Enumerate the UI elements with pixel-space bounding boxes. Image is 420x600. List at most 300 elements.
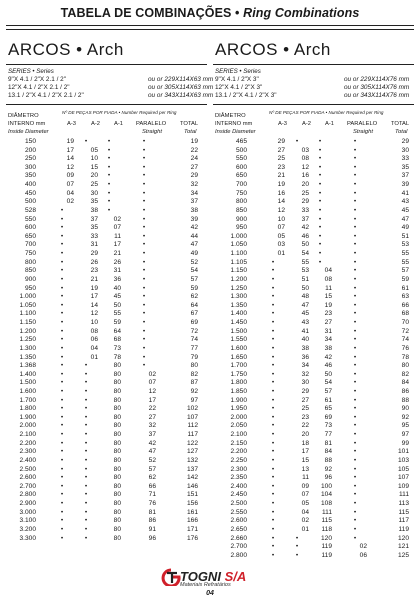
cell-total: 42	[190, 224, 198, 232]
cell-a1: 80	[113, 500, 121, 508]
cell-a2: 37	[301, 215, 309, 223]
cell-total: 74	[401, 336, 409, 344]
cell-straight: •	[142, 353, 146, 361]
cell-a3: •	[271, 465, 275, 473]
cell-a3: •	[60, 267, 64, 275]
cell-straight: •	[142, 215, 146, 223]
cell-a3: •	[271, 301, 275, 309]
cell-total: 59	[190, 284, 198, 292]
cell-a3: •	[60, 250, 64, 258]
table-row	[213, 207, 414, 216]
cell-total: 49	[401, 224, 409, 232]
cell-total: 74	[190, 336, 198, 344]
cell-a1: •	[107, 138, 111, 145]
cell-diameter: 1.600	[230, 344, 247, 352]
cell-a2: •	[84, 517, 88, 525]
cell-straight: 12	[148, 387, 156, 395]
table-row	[6, 164, 207, 173]
cell-straight: •	[142, 344, 146, 352]
table-row	[6, 457, 207, 466]
cell-diameter: 2.450	[230, 491, 247, 499]
cell-a1: •	[107, 198, 111, 206]
table-row	[213, 517, 414, 526]
cell-a2: 05	[90, 146, 98, 154]
table-row	[213, 302, 414, 311]
table-row	[6, 267, 207, 276]
cell-a2: 20	[90, 172, 98, 180]
cell-a2: •	[84, 456, 88, 464]
cell-a2: 38	[301, 344, 309, 352]
cell-a2: 38	[90, 206, 98, 214]
cell-a1: 88	[324, 456, 332, 464]
cell-a2: •	[84, 500, 88, 508]
table-row	[6, 147, 207, 156]
cell-straight: •	[353, 500, 357, 508]
cell-a3: •	[60, 379, 64, 387]
cell-diameter: 450	[24, 189, 36, 197]
col-total-header-en: Total	[184, 129, 197, 135]
cell-total: 120	[397, 534, 409, 542]
cell-straight: •	[353, 189, 357, 197]
series-line	[8, 84, 214, 91]
cell-straight: 96	[148, 534, 156, 542]
cell-straight: •	[353, 413, 357, 421]
cell-straight: •	[353, 336, 357, 344]
table-row	[213, 345, 414, 354]
title-rule-top	[6, 25, 414, 26]
cell-total: 142	[186, 474, 198, 482]
table-row	[6, 207, 207, 216]
cell-a1: 80	[113, 370, 121, 378]
cell-a1: 80	[113, 534, 121, 542]
cell-total: 55	[401, 258, 409, 266]
cell-a2: 30	[90, 189, 98, 197]
cell-a1: 40	[113, 284, 121, 292]
cell-a2: •	[295, 551, 299, 559]
cell-total: 101	[397, 448, 409, 456]
cell-a1: •	[107, 181, 111, 189]
cell-diameter: 2.900	[19, 500, 36, 508]
cell-straight: 66	[148, 482, 156, 490]
cell-a3: •	[60, 465, 64, 473]
cell-diameter: 528	[24, 206, 36, 214]
series-spec: 9"X 4.1 / 2"X 3"	[215, 76, 259, 83]
cell-a1: 31	[113, 267, 121, 275]
cell-straight: •	[353, 198, 357, 206]
table-row	[6, 285, 207, 294]
cell-straight: •	[353, 267, 357, 275]
cell-a3: •	[271, 534, 275, 542]
brand-subtitle: Materiais Refratários	[180, 582, 231, 588]
cell-a3: •	[60, 508, 64, 516]
cell-straight: •	[353, 448, 357, 456]
table-row	[213, 336, 414, 345]
cell-a2: 50	[301, 241, 309, 249]
cell-a1: 80	[113, 465, 121, 473]
cell-a1: •	[318, 258, 322, 266]
cell-a2: •	[295, 543, 299, 551]
cell-a3: •	[271, 439, 275, 447]
cell-diameter: 850	[24, 267, 36, 275]
cell-total: 156	[186, 500, 198, 508]
cell-total: 61	[401, 284, 409, 292]
cell-a2: 18	[301, 439, 309, 447]
cell-a1: 120	[320, 534, 332, 542]
cell-a2: 23	[90, 267, 98, 275]
cell-a1: 55	[113, 310, 121, 318]
table-row	[6, 276, 207, 285]
cell-total: 39	[401, 181, 409, 189]
cell-straight: •	[353, 491, 357, 499]
cell-total: 44	[190, 232, 198, 240]
cell-a1: 11	[114, 232, 121, 240]
cell-straight: •	[353, 232, 357, 240]
cell-a1: 26	[113, 258, 121, 266]
cell-a1: 19	[324, 301, 332, 309]
cell-diameter: 2.500	[19, 465, 36, 473]
cell-total: 57	[401, 267, 409, 275]
cell-a3: •	[271, 405, 275, 413]
cell-straight: •	[142, 250, 146, 258]
cell-a3: •	[271, 319, 275, 327]
table-row	[213, 526, 414, 535]
table-row	[213, 285, 414, 294]
table-row	[6, 466, 207, 475]
cell-straight: •	[353, 405, 357, 413]
cell-straight: •	[142, 155, 146, 163]
cell-straight: •	[353, 370, 357, 378]
cell-a1: 36	[113, 275, 121, 283]
cell-total: 80	[190, 362, 198, 370]
cell-total: 77	[190, 344, 198, 352]
cell-total: 125	[397, 551, 409, 559]
cell-a3: •	[271, 525, 275, 533]
cell-diameter: 650	[235, 172, 247, 180]
series-alt: ou or 305X114X76 mm	[344, 84, 410, 91]
cell-diameter: 1.800	[230, 379, 247, 387]
cell-a2: 47	[301, 301, 309, 309]
cell-a3: •	[271, 284, 275, 292]
cell-a2: 25	[301, 189, 309, 197]
cell-total: 35	[401, 163, 409, 171]
table-row	[6, 319, 207, 328]
cell-total: 103	[397, 456, 409, 464]
cell-diameter: 1.100	[19, 310, 36, 318]
cell-a2: •	[84, 138, 88, 145]
col-straight-header-en: Straight	[142, 129, 162, 135]
col-total-header: TOTAL	[180, 121, 199, 127]
cell-a2: 20	[301, 181, 309, 189]
cell-a2: 16	[301, 172, 309, 180]
cell-total: 55	[401, 250, 409, 258]
cell-a3: •	[60, 336, 64, 344]
cell-total: 117	[398, 517, 409, 525]
cell-diameter: 1.150	[230, 267, 247, 275]
cell-total: 38	[190, 206, 198, 214]
cell-total: 37	[190, 198, 198, 206]
cell-diameter: 3.300	[19, 534, 36, 542]
pieces-header: Nº DE PEÇAS POR FIADA • Number Required per Ring	[62, 110, 177, 115]
table-row	[213, 397, 414, 406]
cell-a3: 25	[277, 155, 285, 163]
cell-straight: •	[353, 224, 357, 232]
cell-a3: •	[60, 275, 64, 283]
cell-straight: •	[353, 396, 357, 404]
cell-a2: 04	[90, 344, 98, 352]
cell-straight: 52	[148, 456, 156, 464]
cell-diameter: 3.200	[19, 525, 36, 533]
table-row	[6, 181, 207, 190]
cell-a2: 27	[301, 396, 309, 404]
diameter-header-en: Inside Diameter	[8, 129, 49, 135]
table-row	[213, 164, 414, 173]
table-row	[213, 155, 414, 164]
diameter-header-pt2: INTERNO mm	[215, 121, 253, 127]
cell-a1: 65	[324, 405, 332, 413]
cell-straight: •	[142, 181, 146, 189]
cell-diameter: 1.150	[19, 319, 36, 327]
table-row	[6, 500, 207, 509]
cell-diameter: 1.900	[230, 396, 247, 404]
cell-a3: •	[271, 327, 275, 335]
cell-a3: •	[271, 387, 275, 395]
series-line	[215, 92, 415, 99]
col-straight-header: PARALELO	[347, 121, 378, 127]
cell-a3: •	[60, 482, 64, 490]
table-row	[6, 431, 207, 440]
table-row	[6, 259, 207, 268]
table-row	[6, 509, 207, 518]
cell-a1: 50	[324, 370, 332, 378]
table-row	[6, 440, 207, 449]
cell-a3: •	[271, 379, 275, 387]
cell-a3: 17	[66, 146, 74, 154]
cell-a1: 100	[320, 482, 332, 490]
table-row	[213, 216, 414, 225]
cell-a2: 46	[301, 232, 309, 240]
cell-a2: 50	[301, 284, 309, 292]
series-line	[8, 92, 214, 99]
cell-a3: •	[60, 456, 64, 464]
table-row	[6, 216, 207, 225]
cell-a1: 80	[113, 396, 121, 404]
cell-diameter: 2.800	[19, 491, 36, 499]
cell-a1: 27	[324, 319, 332, 327]
cell-diameter: 600	[24, 224, 36, 232]
cell-total: 82	[190, 370, 198, 378]
cell-total: 27	[190, 163, 198, 171]
cell-total: 52	[190, 258, 198, 266]
cell-diameter: 2.100	[230, 431, 247, 439]
cell-a3: 01	[277, 250, 285, 258]
cell-diameter: 3.000	[19, 508, 36, 516]
table-row	[213, 267, 414, 276]
cell-a2: •	[84, 362, 88, 370]
cell-a2: 41	[301, 327, 309, 335]
cell-a3: •	[60, 517, 64, 525]
cell-a2: 25	[301, 405, 309, 413]
cell-diameter: 550	[24, 215, 36, 223]
cell-a1: 96	[324, 474, 332, 482]
cell-a1: 81	[324, 439, 332, 447]
cell-a2: 15	[90, 163, 98, 171]
cell-a3: •	[271, 491, 275, 499]
combination-table	[6, 138, 207, 558]
cell-straight: 32	[148, 422, 156, 430]
cell-a3: •	[60, 327, 64, 335]
cell-straight: •	[142, 336, 146, 344]
col-a1-header: A-1	[114, 121, 124, 127]
cell-straight: •	[142, 206, 146, 214]
cell-a1: •	[107, 146, 111, 154]
cell-a1: 08	[324, 275, 332, 283]
cell-a2: 13	[301, 465, 309, 473]
cell-a3: •	[60, 310, 64, 318]
series-line	[215, 84, 415, 91]
cell-a2: 12	[90, 310, 98, 318]
cell-a1: 80	[113, 482, 121, 490]
table-row	[213, 474, 414, 483]
cell-a2: •	[84, 491, 88, 499]
series-label: SERIES • Series	[215, 68, 261, 75]
table-row	[6, 293, 207, 302]
cell-total: 69	[190, 319, 198, 327]
cell-diameter: 750	[24, 250, 36, 258]
cell-straight: •	[353, 284, 357, 292]
cell-total: 121	[397, 543, 409, 551]
cell-straight: •	[142, 362, 146, 370]
cell-straight: •	[142, 224, 146, 232]
cell-a1: 111	[321, 508, 332, 516]
table-row	[213, 250, 414, 259]
table-row	[6, 491, 207, 500]
cell-straight: •	[353, 456, 357, 464]
cell-a3: •	[271, 258, 275, 266]
cell-straight: •	[353, 431, 357, 439]
cell-total: 29	[190, 172, 198, 180]
cell-diameter: 200	[24, 146, 36, 154]
cell-diameter: 1.400	[19, 370, 36, 378]
cell-straight: 47	[148, 448, 156, 456]
table-row	[213, 431, 414, 440]
cell-total: 79	[190, 353, 198, 361]
cell-diameter: 2.800	[230, 551, 247, 559]
cell-a2: 23	[301, 413, 309, 421]
cell-straight: •	[353, 327, 357, 335]
cell-a1: 11	[325, 284, 332, 292]
cell-straight: •	[353, 344, 357, 352]
series-line	[215, 76, 415, 83]
cell-diameter: 2.150	[230, 439, 247, 447]
table-row	[6, 448, 207, 457]
cell-a3: •	[60, 422, 64, 430]
table-row	[213, 362, 414, 371]
cell-a3: •	[60, 431, 64, 439]
table-row	[213, 172, 414, 181]
brand-togni: TOGNI	[180, 569, 221, 584]
cell-diameter: 1.500	[19, 379, 36, 387]
cell-straight: •	[353, 310, 357, 318]
cell-diameter: 3.100	[19, 517, 36, 525]
cell-a2: 35	[90, 224, 98, 232]
cell-a1: 38	[324, 344, 332, 352]
table-row	[213, 276, 414, 285]
table-row	[6, 535, 207, 544]
cell-total: 41	[401, 189, 409, 197]
cell-total: 102	[186, 405, 198, 413]
cell-a1: •	[318, 250, 322, 258]
cell-straight: •	[353, 206, 357, 214]
cell-total: 171	[186, 525, 198, 533]
cell-a3: •	[271, 310, 275, 318]
cell-a1: •	[318, 172, 322, 180]
series-alt: ou or 229X114X76 mm	[344, 76, 410, 83]
cell-diameter: 300	[24, 163, 36, 171]
cell-straight: •	[142, 189, 146, 197]
cell-a3: •	[271, 431, 275, 439]
cell-straight: 71	[148, 491, 156, 499]
cell-a3: 23	[277, 163, 285, 171]
cell-diameter: 900	[235, 215, 247, 223]
cell-total: 22	[190, 146, 198, 154]
cell-straight: •	[353, 387, 357, 395]
cell-a1: 119	[321, 543, 332, 551]
cell-a3: •	[271, 336, 275, 344]
table-row	[6, 345, 207, 354]
cell-a1: 02	[113, 215, 121, 223]
cell-total: 72	[401, 327, 409, 335]
cell-total: 32	[190, 181, 198, 189]
cell-total: 111	[398, 491, 409, 499]
table-row	[213, 138, 414, 147]
cell-total: 107	[397, 474, 409, 482]
cell-a2: •	[84, 413, 88, 421]
cell-total: 72	[190, 327, 198, 335]
cell-straight: •	[142, 232, 146, 240]
cell-a1: •	[318, 155, 322, 163]
cell-a2: 34	[301, 362, 309, 370]
cell-a3: •	[60, 474, 64, 482]
cell-diameter: 800	[24, 258, 36, 266]
cell-straight: •	[353, 250, 357, 258]
cell-straight: •	[353, 508, 357, 516]
cell-a2: 10	[90, 319, 98, 327]
cell-a1: •	[318, 181, 322, 189]
cell-a1: 80	[113, 525, 121, 533]
table-row	[6, 483, 207, 492]
cell-a3: •	[271, 267, 275, 275]
cell-straight: •	[353, 301, 357, 309]
cell-a3: 07	[277, 224, 285, 232]
cell-a2: 45	[301, 310, 309, 318]
cell-total: 19	[190, 138, 198, 145]
cell-a3: •	[60, 241, 64, 249]
table-row	[6, 328, 207, 337]
cell-a1: •	[318, 241, 322, 249]
cell-a2: 33	[301, 206, 309, 214]
table-row	[213, 509, 414, 518]
table-row	[6, 474, 207, 483]
cell-straight: •	[353, 172, 357, 180]
table-row	[6, 405, 207, 414]
cell-a1: 119	[321, 551, 332, 559]
cell-straight: 06	[359, 551, 367, 559]
cell-a3: •	[60, 353, 64, 361]
cell-straight: 91	[148, 525, 156, 533]
table-row	[6, 354, 207, 363]
cell-diameter: 2.660	[230, 534, 247, 542]
cell-a1: •	[107, 155, 111, 163]
